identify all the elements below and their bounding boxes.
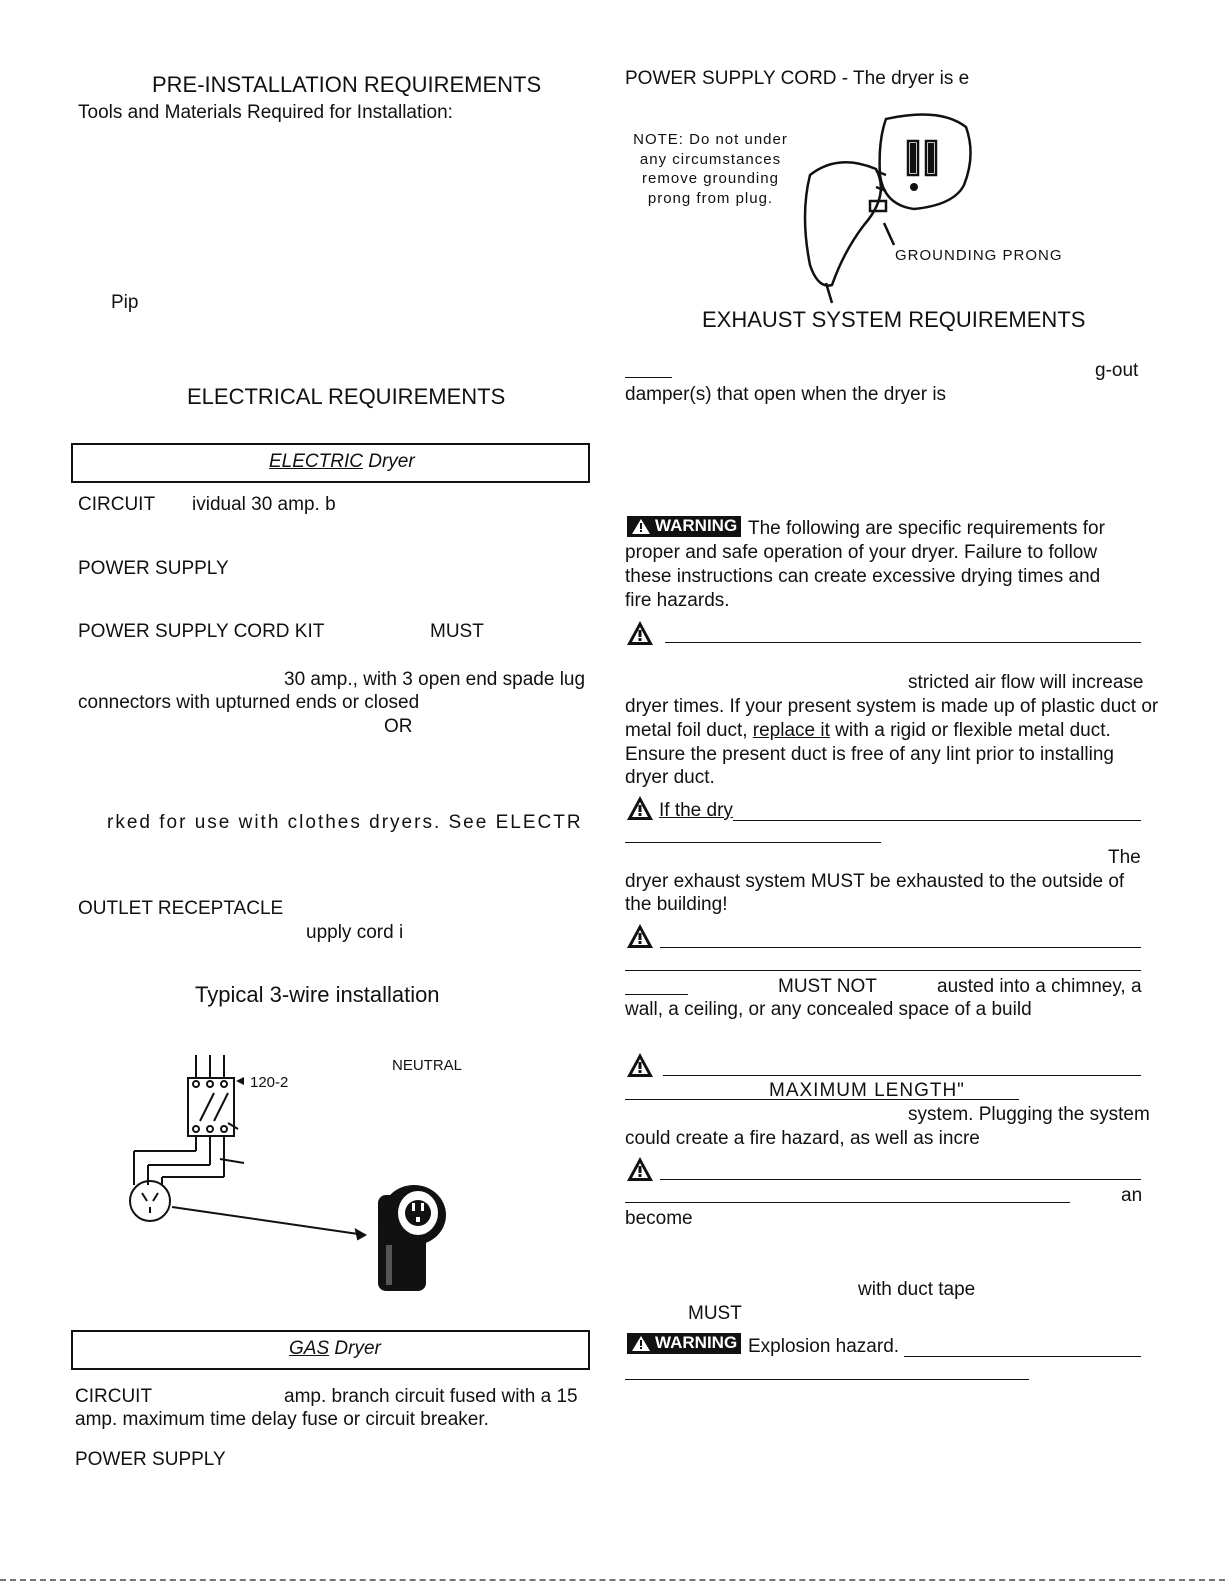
warning-text-line-4: fire hazards. [625,590,730,611]
if-dry-fragment: If the dry [659,800,733,821]
wall-line: wall, a ceiling, or any concealed space of a build [625,999,1032,1020]
page-edge-divider [0,1579,1225,1581]
pre-installation-title: PRE-INSTALLATION REQUIREMENTS [152,72,542,97]
cord-line-2: connectors with upturned ends or closed [78,692,420,713]
fuse-box [134,1055,244,1185]
note-line: prong from plug. [647,189,774,207]
gas-circuit-line-2: amp. maximum time delay fuse or circuit breaker. [75,1409,489,1430]
outlet-text: upply cord i [306,922,404,943]
the-fragment: The [1108,847,1141,868]
electric-dryer-box [71,443,590,483]
gas-circuit-line-1: amp. branch circuit fused with a 15 [284,1386,578,1407]
duct-tape-fragment: with duct tape [858,1279,976,1300]
gas-dryer-box [71,1330,590,1370]
underline-fragment [625,377,672,378]
rule [660,1179,1141,1180]
neutral-label: NEUTRAL [392,1057,463,1074]
rule [625,1202,1070,1203]
warning-text-line-2: proper and safe operation of your dryer. Failure to follow [625,542,1098,563]
exhaust-must-line-2: the building! [625,894,728,915]
caution-triangle-icon [626,620,654,646]
note-line: NOTE: Do not under [633,131,788,148]
dryer-times-line: dryer times. If your present system is made up of plastic duct or [625,696,1159,717]
ensure-line-1: Ensure the present duct is free of any lint prior to installing [625,744,1114,765]
must-not-fragment: MUST NOT [778,976,877,997]
cord-kit-must: MUST [430,621,484,642]
marked-line: rked for use with clothes dryers. See ELECTR [107,812,583,833]
warning-triangle-icon [631,518,651,535]
rule [660,947,1141,948]
electric-dryer-label: ELECTRIC Dryer [269,451,415,472]
explosion-hazard-text: Explosion hazard. [748,1336,900,1357]
damper-line: damper(s) that open when the dryer is [625,384,947,405]
system-plug-fragment: system. Plugging the system [908,1104,1150,1125]
pip-fragment: Pip [111,292,139,313]
rule [733,820,1141,821]
voltage-label: 120-2 [250,1074,289,1091]
warning-badge-2: WARNING [627,1333,741,1354]
typical-installation-title: Typical 3-wire installation [195,982,440,1007]
metal-foil-line: metal foil duct, replace it with a rigid or flexible metal duct. [625,720,1111,741]
outlet-receptacle-label: OUTLET RECEPTACLE [78,898,284,919]
power-supply-label: POWER SUPPLY [78,558,229,579]
receptacle-illustration [378,1185,446,1291]
wiring-diagram [120,1045,480,1305]
voltage-arrow [236,1077,244,1085]
become-fragment: become [625,1208,693,1229]
exhaust-must-line-1: dryer exhaust system MUST be exhausted to the outside of [625,871,1125,892]
warning-text-line-3: these instructions can create excessive drying times and [625,566,1101,587]
rule [625,970,1141,971]
grounding-prong-label: GROUNDING PRONG [895,247,1063,264]
exhaust-title: EXHAUST SYSTEM REQUIREMENTS [702,307,1086,332]
rule [625,1099,1019,1100]
an-fragment: an [1121,1185,1143,1206]
warning-badge: WARNING [627,516,741,537]
plug-note [628,130,793,208]
caution-triangle-icon [626,1156,654,1182]
warning-text-line-1: The following are specific requirements for [748,518,1105,539]
caution-triangle-icon [626,923,654,949]
rule [665,642,1141,643]
cord-line-1: 30 amp., with 3 open end spade lug [284,669,586,690]
electrical-title: ELECTRICAL REQUIREMENTS [187,384,506,409]
stricted-fragment: stricted air flow will increase [908,672,1144,693]
fire-hazard-line: could create a fire hazard, as well as incre [625,1128,980,1149]
ensure-line-2: dryer duct. [625,767,715,788]
gout-fragment: g-out [1095,360,1139,381]
rule [663,1075,1141,1076]
austed-fragment: austed into a chimney, a [937,976,1142,997]
gas-dryer-label: GAS Dryer [289,1338,381,1359]
tools-heading: Tools and Materials Required for Installation: [78,102,453,123]
plug-illustration [780,105,980,305]
circuit-label: CIRCUIT [78,494,156,515]
cord-kit-label: POWER SUPPLY CORD KIT [78,621,325,642]
cord-or: OR [384,716,413,737]
must-fragment: MUST [688,1303,742,1324]
warning-triangle-icon [631,1335,651,1352]
rule [625,842,881,843]
note-line: remove grounding [642,170,779,187]
gas-circuit-label: CIRCUIT [75,1386,153,1407]
gas-power-supply-label: POWER SUPPLY [75,1449,226,1470]
power-supply-cord-line: POWER SUPPLY CORD - The dryer is e [625,68,970,89]
max-length-fragment: MAXIMUM LENGTH" [769,1080,965,1101]
caution-triangle-icon [626,795,654,821]
note-line: any circumstances [639,150,782,168]
rule [904,1356,1141,1357]
circuit-text: ividual 30 amp. b [192,494,336,515]
wall-outlet [130,1181,365,1239]
rule [625,994,688,995]
rule [625,1379,1029,1380]
caution-triangle-icon [626,1052,654,1078]
